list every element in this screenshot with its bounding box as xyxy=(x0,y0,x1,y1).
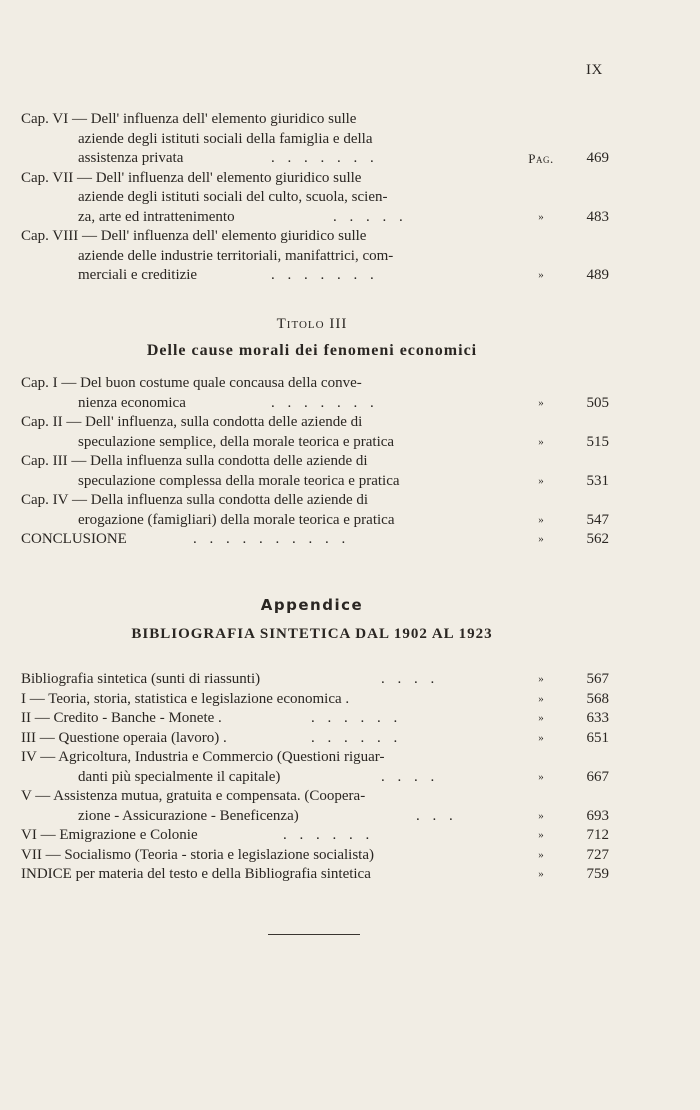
leader-dots: . . . . . . xyxy=(311,729,398,746)
ditto-marker: » xyxy=(538,868,544,880)
toc-entry-text: V — Assistenza mutua, gratuita e compensata. (Coopera- xyxy=(21,788,366,804)
pag-label: Pag. xyxy=(528,151,554,166)
page-ref: 712 xyxy=(586,827,609,843)
appendice-heading: Appendice xyxy=(260,596,364,614)
toc-entry-text: CONCLUSIONE xyxy=(21,531,127,547)
page-ref: 693 xyxy=(586,807,609,824)
toc-entry xyxy=(21,729,609,749)
toc-entry xyxy=(21,709,609,729)
toc-entry xyxy=(21,188,609,208)
toc-entry xyxy=(21,787,609,807)
ditto-marker: » xyxy=(538,673,544,685)
leader-dots: . . . . . . . xyxy=(271,267,374,283)
leader-dots: . . . . . xyxy=(333,208,403,225)
page-ref: 547 xyxy=(586,511,609,528)
ditto-marker: » xyxy=(538,692,544,705)
ditto-marker: » xyxy=(538,269,544,281)
toc-block-3 xyxy=(21,670,609,885)
toc-entry xyxy=(21,865,609,885)
toc-entry-text: aziende degli istituti sociali del culto, scuola, scien- xyxy=(78,189,388,205)
page-ref: 483 xyxy=(586,208,609,225)
bibliografia-title: BIBLIOGRAFIA SINTETICA DAL 1902 AL 1923 xyxy=(131,626,493,642)
toc-entry xyxy=(21,511,609,531)
ditto-marker: » xyxy=(538,770,544,783)
page-number: IX xyxy=(586,62,603,78)
toc-entry xyxy=(21,433,609,453)
page-ref: 531 xyxy=(586,472,609,489)
toc-entry-text: erogazione (famigliari) della morale teorica e pratica xyxy=(78,511,395,528)
ditto-marker: » xyxy=(538,712,544,724)
ditto-marker: » xyxy=(538,513,544,526)
ditto-marker: » xyxy=(538,210,544,223)
toc-entry-text: VII — Socialismo (Teoria - storia e legislazione socialista) xyxy=(21,846,375,863)
toc-entry-text: Cap. VI — Dell' influenza dell' elemento giuridico sulle xyxy=(21,111,357,127)
toc-entry-text: Cap. VIII — Dell' influenza dell' elemento giuridico sulle xyxy=(21,228,367,244)
toc-entry-text: aziende degli istituti sociali della famiglia e della xyxy=(78,130,373,147)
toc-entry xyxy=(21,670,609,690)
toc-entry xyxy=(21,530,609,550)
leader-dots: . . . xyxy=(416,807,453,824)
page-ref: 759 xyxy=(586,866,609,882)
ditto-marker: » xyxy=(538,474,544,487)
toc-entry-text: zione - Assicurazione - Beneficenza) xyxy=(78,807,299,824)
leader-dots: . . . . . . . . . . xyxy=(193,531,346,547)
page-ref: 567 xyxy=(586,671,609,687)
toc-entry xyxy=(21,247,609,267)
toc-entry-text: I — Teoria, storia, statistica e legislazione economica . xyxy=(21,690,350,707)
page-ref: 633 xyxy=(586,710,609,726)
page-ref: 562 xyxy=(586,531,609,547)
section-title: Delle cause morali dei fenomeni economici xyxy=(146,342,478,359)
leader-dots: . . . . xyxy=(381,768,435,785)
toc-entry-text: INDICE per materia del testo e della Bibliografia sintetica xyxy=(21,866,371,882)
toc-entry xyxy=(21,826,609,846)
ditto-marker: » xyxy=(538,848,544,861)
toc-entry xyxy=(21,149,609,169)
toc-entry-text: Cap. I — Del buon costume quale concausa della conve- xyxy=(21,375,362,391)
toc-entry xyxy=(21,491,609,511)
leader-dots: . . . . . . . xyxy=(271,150,374,166)
toc-entry-text: Cap. III — Della influenza sulla condotta delle aziende di xyxy=(21,453,368,469)
toc-entry xyxy=(21,394,609,414)
toc-entry-text: Cap. II — Dell' influenza, sulla condotta delle aziende di xyxy=(21,414,363,430)
toc-entry xyxy=(21,208,609,228)
toc-entry-text: IV — Agricoltura, Industria e Commercio (Questioni riguar- xyxy=(21,749,385,765)
toc-entry-text: nienza economica xyxy=(78,394,186,411)
toc-entry-text: VI — Emigrazione e Colonie xyxy=(21,827,198,843)
leader-dots: . . . . xyxy=(381,671,435,687)
ditto-marker: » xyxy=(538,533,544,545)
page-ref: 568 xyxy=(586,690,609,707)
toc-entry-text: speculazione semplice, della morale teorica e pratica xyxy=(78,433,395,450)
toc-entry xyxy=(21,452,609,472)
toc-entry-text: Cap. VII — Dell' influenza dell' elemento giuridico sulle xyxy=(21,169,362,186)
toc-entry-text: merciali e creditizie xyxy=(78,267,198,283)
toc-entry-text: aziende delle industrie territoriali, manifattrici, com- xyxy=(78,247,394,264)
toc-entry xyxy=(21,130,609,150)
toc-entry xyxy=(21,846,609,866)
toc-entry xyxy=(21,472,609,492)
toc-entry xyxy=(21,413,609,433)
toc-entry xyxy=(21,690,609,710)
toc-entry-text: za, arte ed intrattenimento xyxy=(78,208,235,225)
page-ref: 651 xyxy=(586,729,609,746)
ditto-marker: » xyxy=(538,731,544,744)
page-ref: 667 xyxy=(586,768,609,785)
toc-block-1 xyxy=(21,110,609,286)
page-ref: 727 xyxy=(586,846,609,863)
toc-entry xyxy=(21,374,609,394)
ditto-marker: » xyxy=(538,435,544,448)
leader-dots: . . . . . . . xyxy=(271,394,374,411)
toc-entry-text: II — Credito - Banche - Monete . xyxy=(21,710,222,726)
leader-dots: . . . . . . xyxy=(311,710,398,726)
toc-entry xyxy=(21,768,609,788)
page-ref: 505 xyxy=(586,394,609,411)
toc-entry xyxy=(21,748,609,768)
toc-entry xyxy=(21,266,609,286)
titolo-heading: Titolo III xyxy=(276,316,348,332)
toc-entry xyxy=(21,110,609,130)
toc-entry xyxy=(21,169,609,189)
toc-entry-text: speculazione complessa della morale teorica e pratica xyxy=(78,472,400,489)
ditto-marker: » xyxy=(538,829,544,841)
ditto-marker: » xyxy=(538,809,544,822)
toc-entry xyxy=(21,807,609,827)
page-ref: 469 xyxy=(586,150,609,166)
leader-dots: . . . . . . xyxy=(283,827,370,843)
toc-block-2 xyxy=(21,374,609,550)
toc-entry-text: danti più specialmente il capitale) xyxy=(78,768,281,785)
ditto-marker: » xyxy=(538,396,544,409)
end-rule xyxy=(268,934,360,935)
toc-entry xyxy=(21,227,609,247)
toc-entry-text: assistenza privata xyxy=(78,150,184,166)
toc-entry-text: III — Questione operaia (lavoro) . xyxy=(21,729,227,746)
toc-entry-text: Bibliografia sintetica (sunti di riassunti) xyxy=(21,671,261,687)
page-ref: 489 xyxy=(586,267,609,283)
toc-entry-text: Cap. IV — Della influenza sulla condotta delle aziende di xyxy=(21,492,369,508)
page-ref: 515 xyxy=(586,433,609,450)
